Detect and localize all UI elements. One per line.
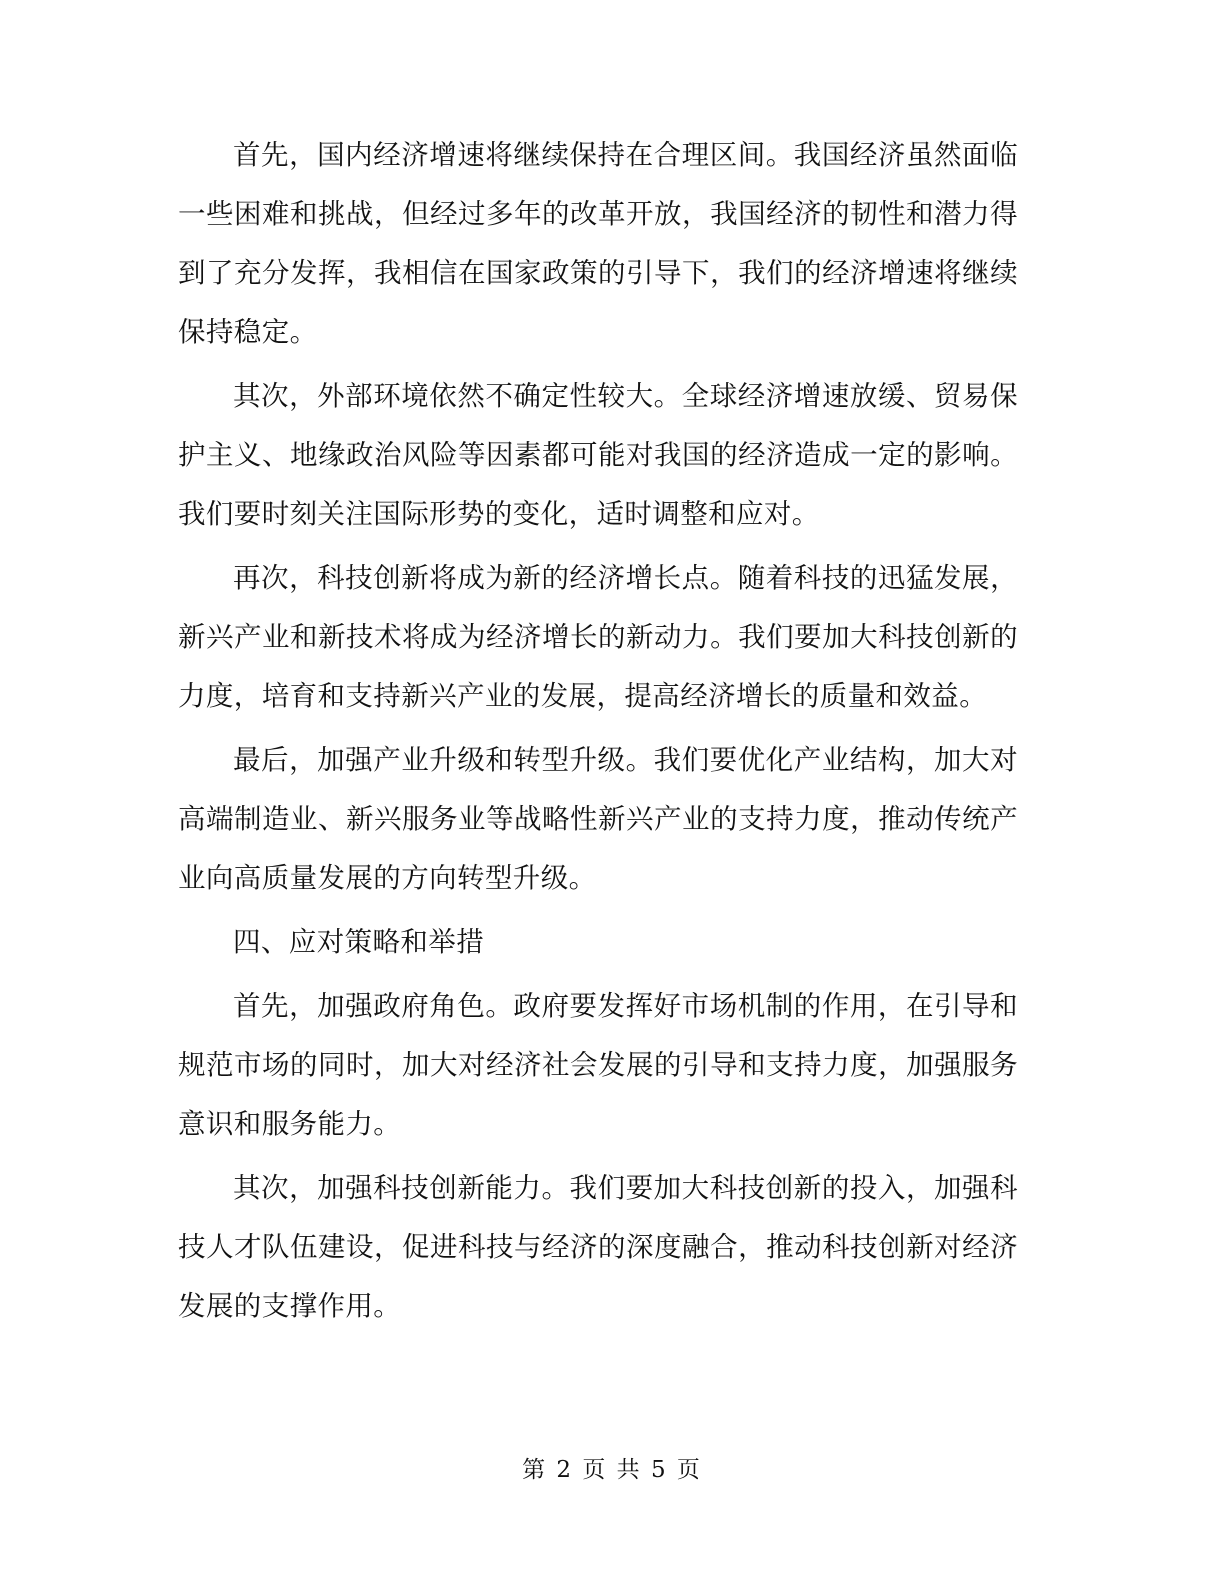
paragraph-industrial-upgrade: 最后，加强产业升级和转型升级。我们要优化产业结构，加大对高端制造业、新兴服务业等战略性新兴产业的支持力度，推动传统产业向高质量发展的方向转型升级。 bbox=[178, 744, 1018, 894]
paragraph-external-environment: 其次，外部环境依然不确定性较大。全球经济增速放缓、贸易保护主义、地缘政治风险等因素都可能对我国的经济造成一定的影响。我们要时刻关注国际形势的变化，适时调整和应对。 bbox=[178, 380, 1018, 530]
section-heading: 四、应对策略和举措 bbox=[233, 926, 485, 958]
paragraph-economic-growth: 首先，国内经济增速将继续保持在合理区间。我国经济虽然面临一些困难和挑战，但经过多年的改革开放，我国经济的韧性和潜力得到了充分发挥，我相信在国家政策的引导下，我们的经济增速将继续保持稳定。 bbox=[178, 139, 1018, 348]
paragraph-tech-innovation: 再次，科技创新将成为新的经济增长点。随着科技的迅猛发展，新兴产业和新技术将成为经济增长的新动力。我们要加大科技创新的力度，培育和支持新兴产业的发展，提高经济增长的质量和效益。 bbox=[178, 562, 1018, 712]
document-body bbox=[178, 126, 1018, 1341]
paragraph-innovation-capacity: 其次，加强科技创新能力。我们要加大科技创新的投入，加强科技人才队伍建设，促进科技与经济的深度融合，推动科技创新对经济发展的支撑作用。 bbox=[178, 1172, 1018, 1322]
paragraph-government-role: 首先，加强政府角色。政府要发挥好市场机制的作用，在引导和规范市场的同时，加大对经济社会发展的引导和支持力度，加强服务意识和服务能力。 bbox=[178, 990, 1018, 1140]
page-number-footer: 第 2 页 共 5 页 bbox=[522, 1457, 702, 1483]
